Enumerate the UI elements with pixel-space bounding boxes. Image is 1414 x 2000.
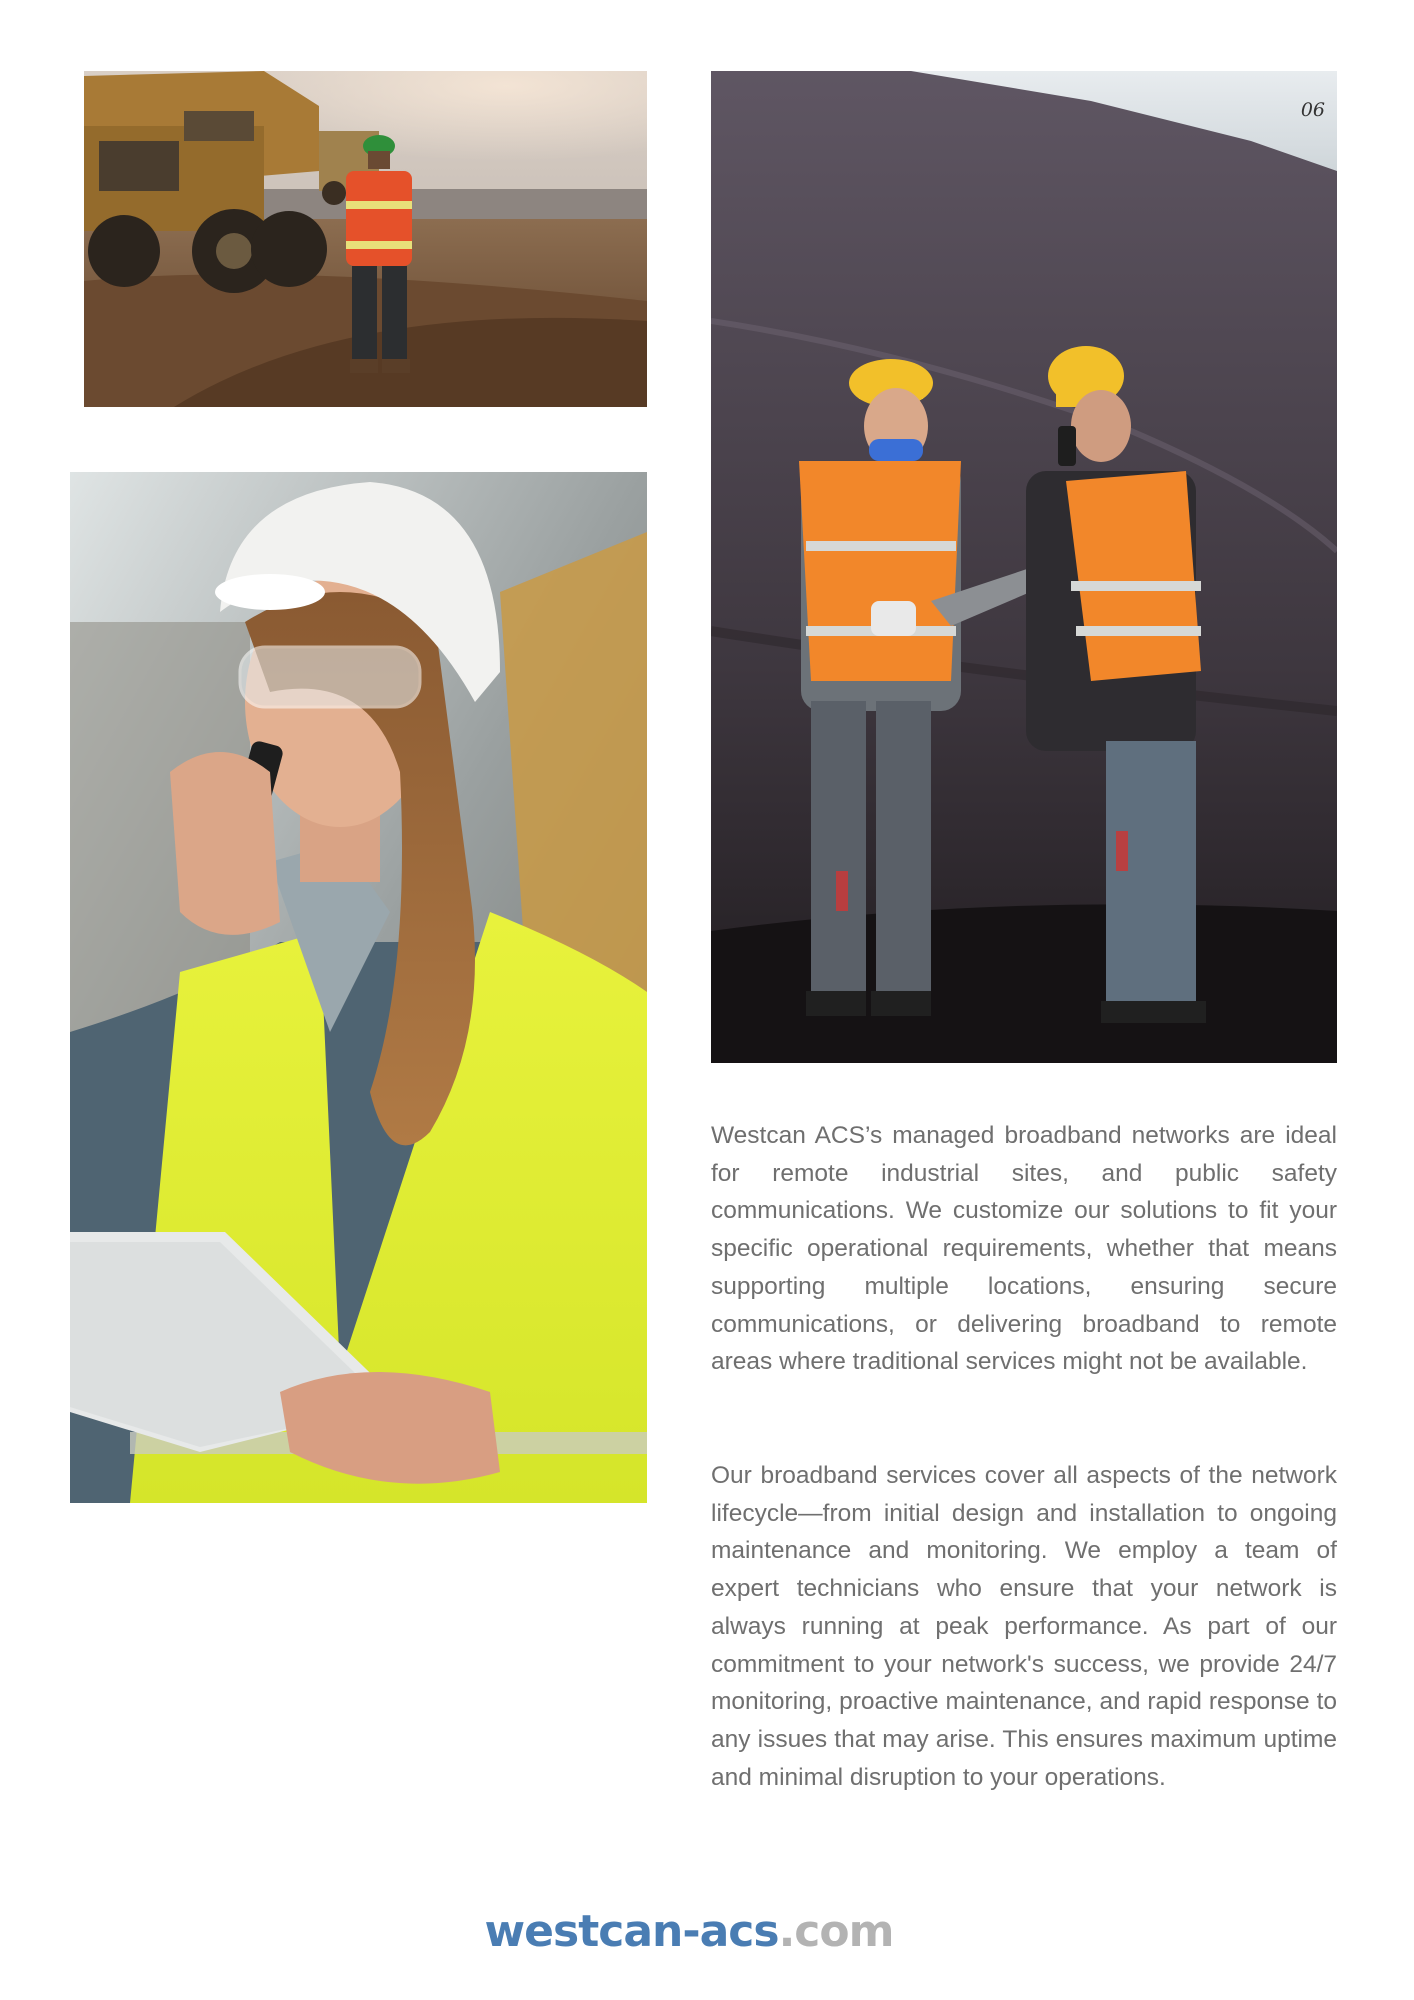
website-url[interactable] [0, 1906, 1378, 1957]
website-url-domain: westcan-acs [484, 1906, 779, 1957]
body-paragraph-2: Our broadband services cover all aspects of the network lifecycle—from initial design and installation to ongoing maintenance and monitoring. We employ a team of expert technicians who ensure that your network is always running at peak performance. As part of our commitment to your network's success, we provide 24/7 monitoring, proactive maintenance, and rapid response to any issues that may arise. This ensures maximum uptime and minimal disruption to your operations. [711, 1462, 1337, 1791]
website-url-tld: .com [778, 1906, 894, 1957]
body-paragraph-1: Westcan ACS’s managed broadband networks are ideal for remote industrial sites, and public safety communications. We customize our solutions to fit your specific operational requirements, whether that means supporting multiple locations, ensuring secure communications, or delivering broadband to remote areas where traditional services might not be available. [711, 1122, 1337, 1376]
engineer-on-phone-photo [70, 472, 647, 1503]
workers-with-tablet-photo [711, 71, 1337, 1063]
haul-truck-photo [84, 71, 647, 407]
page-number: 06 [1300, 99, 1325, 121]
